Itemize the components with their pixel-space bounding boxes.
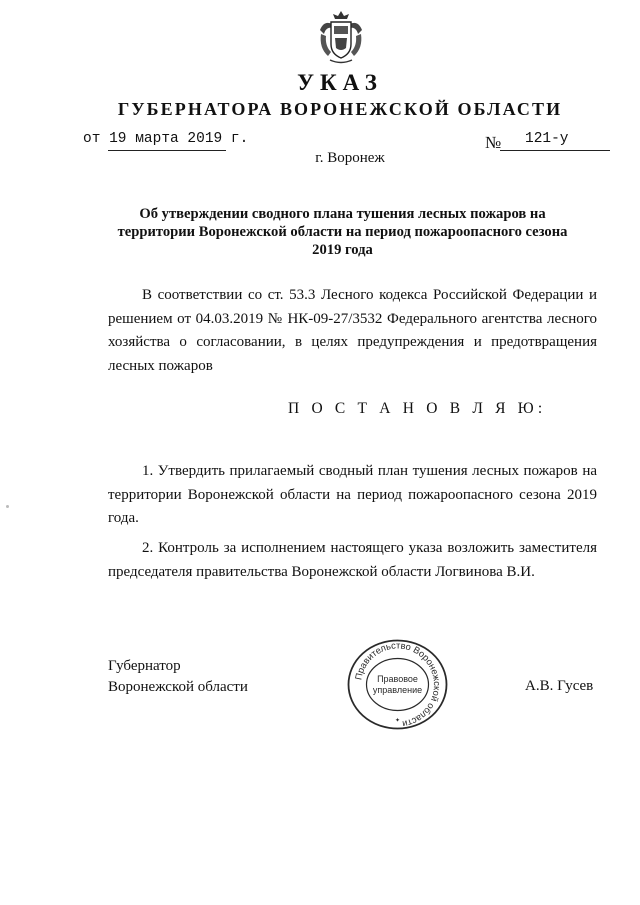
document-subtitle: ГУБЕРНАТОРА ВОРОНЕЖСКОЙ ОБЛАСТИ — [117, 99, 563, 119]
svg-text:✦: ✦ — [394, 718, 401, 724]
list-item: 1. Утвердить прилагаемый сводный план тушения лесных пожаров на территории Воронежской области на период пожароопасного сезона 2019 года. — [108, 463, 597, 526]
document-heading: Об утверждении сводного плана тушения лесных пожаров на территории Воронежской области на период пожароопасного сезона 2019 года — [117, 206, 568, 258]
document-title: УКАЗ — [297, 70, 383, 95]
decree-word: П О С Т А Н О В Л Я Ю: — [288, 400, 547, 417]
signatory-position — [108, 656, 248, 698]
preamble-paragraph: В соответствии со ст. 53.3 Лесного кодекса Российской Федерации и решением от 04.03.2019 № НК-09-27/3532 Федерального агентства лесного хозяйства о согласовании, в целях предупреждения и предотвращения лесных пожаров — [108, 287, 597, 374]
number-label: № — [485, 133, 502, 152]
list-item: 2. Контроль за исполнением настоящего указа возложить заместителя председателя правительства Воронежской области Логвинова В.И. — [108, 540, 597, 580]
document-city: г. Воронеж — [315, 150, 385, 166]
signatory-position-line: Воронежской области — [108, 679, 248, 695]
stamp-center-line: Правовое — [377, 674, 418, 684]
signatory-position-line: Губернатор — [108, 658, 181, 674]
stamp-ring-text: Правительство Воронежской области — [353, 640, 443, 730]
coat-of-arms-icon — [316, 8, 366, 66]
stamp-center-line: управление — [372, 685, 423, 695]
document-number: 121-у — [525, 131, 569, 147]
signatory-name: А.В. Гусев — [525, 678, 594, 694]
margin-mark — [6, 505, 9, 508]
document-date: от 19 марта 2019 г. — [83, 131, 249, 147]
official-stamp — [345, 637, 450, 732]
